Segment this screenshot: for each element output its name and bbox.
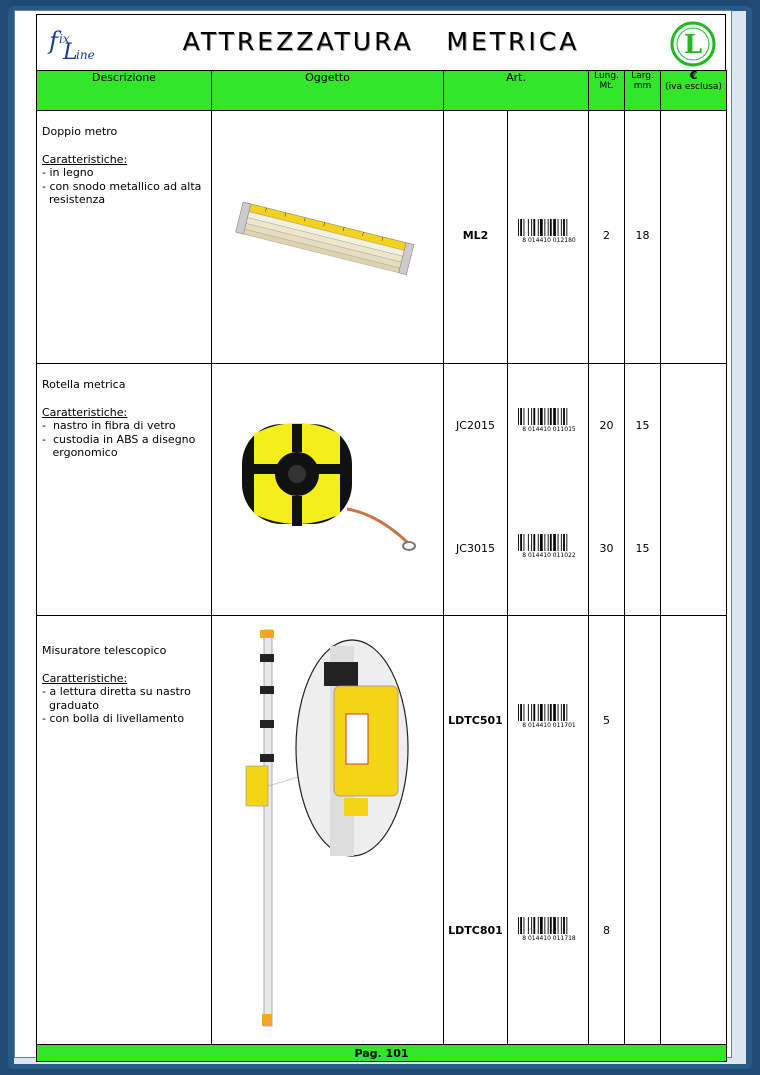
article-code-cell <box>444 364 508 616</box>
barcode-stripe <box>520 704 522 721</box>
barcode-stripe <box>540 534 543 551</box>
barcode-stripe <box>550 534 552 551</box>
barcode-stripe <box>518 408 519 425</box>
barcode-cell <box>508 111 589 364</box>
barcode-stripe <box>558 408 559 425</box>
barcode-stripe <box>531 534 532 551</box>
barcode-stripe <box>518 917 519 934</box>
barcode-stripe <box>544 219 545 236</box>
larg-cell: 15 15 <box>625 364 661 616</box>
product-row-doppio-metro <box>37 111 727 364</box>
barcode-stripe <box>566 534 567 551</box>
barcode-stripe <box>558 704 559 721</box>
svg-text:L: L <box>63 40 78 63</box>
barcode-cell <box>508 616 589 1045</box>
barcode-stripe <box>524 917 525 934</box>
barcode-stripe <box>518 704 519 721</box>
barcode-stripe <box>548 408 549 425</box>
article-code-cell <box>444 111 508 364</box>
barcode-stripe <box>550 408 552 425</box>
article-code: ML2 <box>462 229 489 242</box>
barcode-stripe <box>548 534 549 551</box>
table-header-row <box>37 71 727 111</box>
barcode-stripe <box>538 534 539 551</box>
barcode-stripe <box>561 408 562 425</box>
product-table <box>36 70 727 1062</box>
barcode-stripe <box>544 534 545 551</box>
barcode-stripe <box>550 917 552 934</box>
barcode-stripe <box>553 219 556 236</box>
barcode-stripe <box>566 917 567 934</box>
features-label: Caratteristiche: <box>42 152 128 166</box>
barcode-stripe <box>553 534 556 551</box>
barcode-stripe <box>566 219 567 236</box>
feature-item: - con bolla di livellamento <box>42 712 185 725</box>
barcode-stripe <box>553 408 556 425</box>
feature-item: resistenza <box>42 193 106 206</box>
price-cell <box>661 111 727 364</box>
barcode-stripe <box>548 704 549 721</box>
svg-text:ine: ine <box>76 48 95 62</box>
barcode-stripe <box>533 408 535 425</box>
barcode-stripe <box>538 408 539 425</box>
col-descrizione: Descrizione <box>37 71 212 111</box>
page-title: ATTREZZATURA METRICA <box>182 27 580 56</box>
barcode <box>508 616 588 732</box>
barcode-stripe <box>553 917 556 934</box>
lung-cell: 20 30 <box>589 364 625 616</box>
footer-row <box>37 1045 727 1062</box>
article-code: LDTC501 <box>448 714 503 727</box>
barcode-stripe <box>566 408 567 425</box>
barcode <box>508 111 588 247</box>
col-oggetto: Oggetto <box>212 71 444 111</box>
price-cell <box>661 616 727 1045</box>
barcode-stripe <box>550 704 552 721</box>
features-label: Caratteristiche: <box>42 405 128 419</box>
barcode <box>508 732 588 945</box>
barcode-stripe <box>528 917 529 934</box>
product-name: Misuratore telescopico <box>42 644 167 657</box>
feature-item: - in legno <box>42 166 94 179</box>
product-row-rotella-metrica <box>37 364 727 616</box>
telescopic-meter-image <box>212 616 444 1040</box>
barcode-stripe <box>563 219 565 236</box>
barcode-stripe <box>524 704 525 721</box>
barcode-stripe <box>548 219 549 236</box>
barcode-stripe <box>520 219 522 236</box>
barcode-stripe <box>524 534 525 551</box>
product-image-cell <box>212 616 444 1045</box>
article-code: JC3015 <box>456 542 495 555</box>
barcode-stripe <box>563 408 565 425</box>
barcode-stripe <box>563 917 565 934</box>
product-description <box>37 364 212 616</box>
product-name: Doppio metro <box>42 125 118 138</box>
barcode-stripe <box>538 219 539 236</box>
barcode-stripe <box>566 704 567 721</box>
page-number: Pag. 101 <box>37 1045 727 1062</box>
barcode-stripe <box>533 534 535 551</box>
col-larg: Larg. mm <box>625 71 661 111</box>
col-art: Art. <box>444 71 589 111</box>
price-cell <box>661 364 727 616</box>
barcode-stripe <box>558 534 559 551</box>
feature-item: graduato <box>42 698 99 712</box>
barcode-stripe <box>533 219 535 236</box>
product-description <box>37 111 212 364</box>
article-code-cell <box>444 616 508 1045</box>
svg-text:8 014410 012180: 8 014410 012180 <box>522 237 576 243</box>
product-image-cell <box>212 111 444 364</box>
barcode-cell <box>508 364 589 616</box>
larg-cell: 18 <box>625 111 661 364</box>
barcode-stripe <box>544 408 545 425</box>
feature-item: - con snodo metallico ad alta <box>42 179 202 193</box>
lung-cell: 2 <box>589 111 625 364</box>
barcode-stripe <box>528 219 529 236</box>
svg-text:8 014410 011701: 8 014410 011701 <box>522 722 576 728</box>
barcode-stripe <box>524 219 525 236</box>
svg-text:8 014410 011015: 8 014410 011015 <box>522 426 576 432</box>
lung-cell: 5 8 <box>589 616 625 1045</box>
barcode-stripe <box>558 219 559 236</box>
barcode-stripe <box>528 704 529 721</box>
svg-text:8 014410 011022: 8 014410 011022 <box>522 552 576 558</box>
barcode <box>508 364 588 436</box>
barcode-stripe <box>540 219 543 236</box>
barcode-stripe <box>533 704 535 721</box>
svg-text:ix: ix <box>59 32 70 46</box>
product-image-cell <box>212 364 444 616</box>
barcode-stripe <box>540 917 543 934</box>
barcode-stripe <box>563 704 565 721</box>
article-code: LDTC801 <box>448 924 503 937</box>
tape-measure-image <box>212 364 444 611</box>
barcode-stripe <box>540 408 543 425</box>
barcode <box>508 436 588 562</box>
barcode-stripe <box>531 219 532 236</box>
feature-item: - nastro in fibra di vetro <box>42 419 176 432</box>
barcode-stripe <box>561 219 562 236</box>
barcode-stripe <box>528 534 529 551</box>
barcode-stripe <box>531 408 532 425</box>
barcode-stripe <box>553 704 556 721</box>
barcode-stripe <box>518 534 519 551</box>
barcode-stripe <box>540 704 543 721</box>
svg-text:f: f <box>49 27 58 55</box>
barcode-stripe <box>520 917 522 934</box>
catalog-header <box>36 14 726 71</box>
barcode-stripe <box>550 219 552 236</box>
col-lung: Lung. Mt. <box>589 71 625 111</box>
barcode-stripe <box>561 917 562 934</box>
barcode-stripe <box>538 704 539 721</box>
feature-item: - a lettura diretta su nastro <box>42 685 191 698</box>
barcode-stripe <box>548 917 549 934</box>
barcode-stripe <box>524 408 525 425</box>
folding-ruler-image <box>212 111 444 359</box>
barcode-stripe <box>544 704 545 721</box>
product-description <box>37 616 212 1045</box>
svg-text:8 014410 011718: 8 014410 011718 <box>522 935 576 941</box>
l-brand-logo <box>669 20 717 68</box>
barcode-stripe <box>544 917 545 934</box>
barcode-stripe <box>561 534 562 551</box>
article-code: JC2015 <box>456 419 495 432</box>
l-brand-letter: L <box>683 30 703 60</box>
barcode-stripe <box>528 408 529 425</box>
barcode-stripe <box>538 917 539 934</box>
barcode-stripe <box>561 704 562 721</box>
barcode-stripe <box>533 917 535 934</box>
barcode-stripe <box>520 534 522 551</box>
barcode-stripe <box>558 917 559 934</box>
barcode-stripe <box>563 534 565 551</box>
barcode-stripe <box>518 219 519 236</box>
col-price: € (iva esclusa) <box>661 71 727 111</box>
barcode-stripe <box>520 408 522 425</box>
feature-item: - custodia in ABS a disegno <box>42 432 196 446</box>
product-name: Rotella metrica <box>42 378 126 391</box>
barcode-stripe <box>531 917 532 934</box>
larg-cell <box>625 616 661 1045</box>
feature-item: ergonomico <box>42 446 118 459</box>
barcode-stripe <box>531 704 532 721</box>
product-row-misuratore-telescopico <box>37 616 727 1045</box>
features-label: Caratteristiche: <box>42 671 128 685</box>
